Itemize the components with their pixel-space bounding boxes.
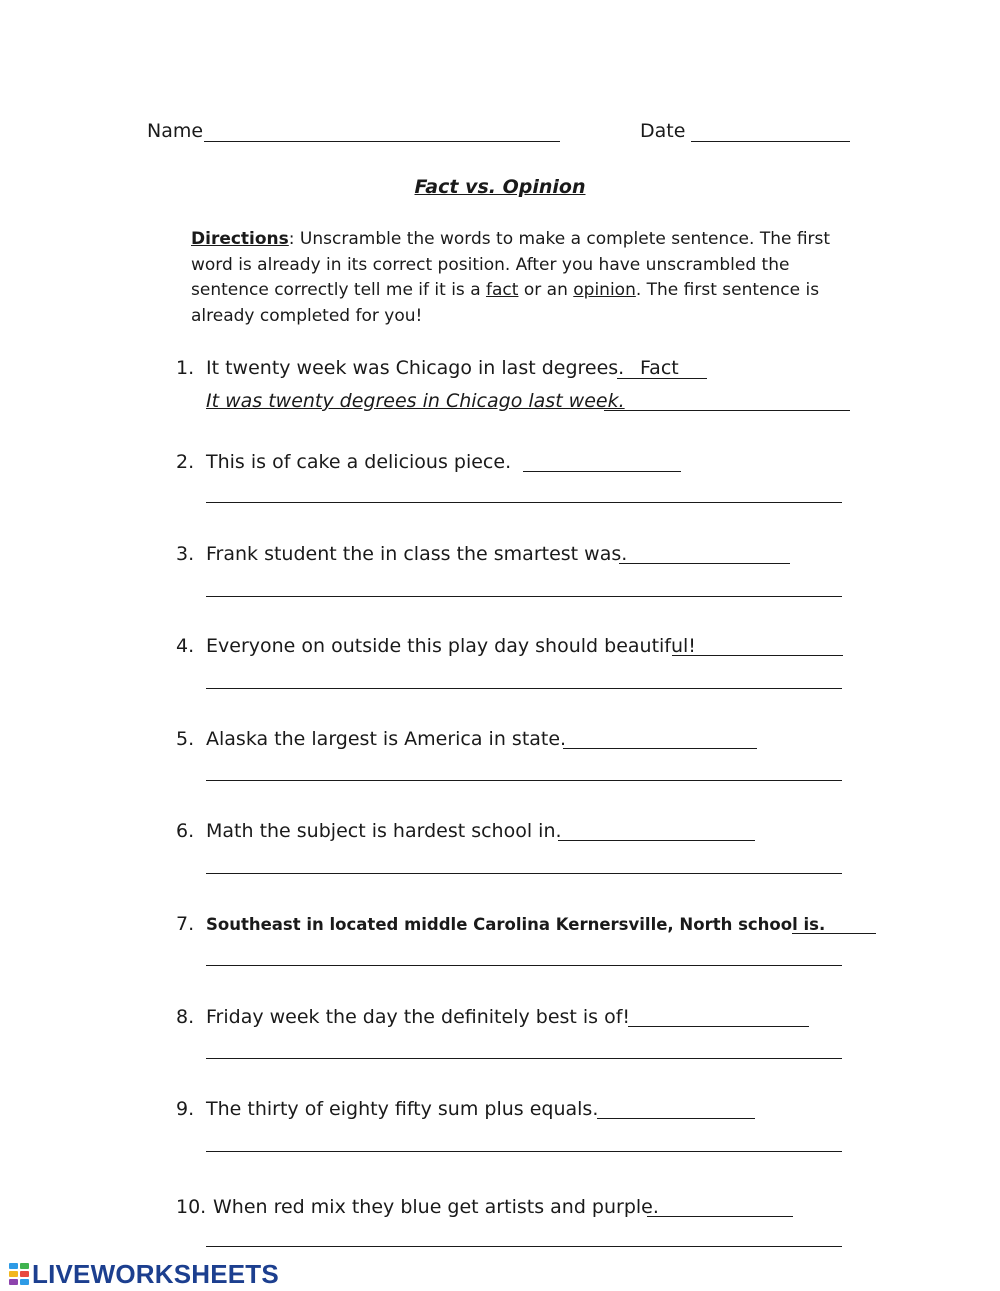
directions-fact-word: fact: [486, 280, 519, 300]
example-answer-label: Fact: [640, 357, 679, 379]
directions-label: Directions: [191, 229, 289, 249]
example-sentence-line: [604, 410, 850, 411]
example-scrambled-text: It twenty week was Chicago in last degrees.: [206, 357, 625, 379]
question-text: When red mix they blue get artists and purple.: [213, 1196, 659, 1218]
sentence-field[interactable]: [206, 873, 842, 874]
date-field[interactable]: [691, 141, 850, 142]
liveworksheets-logo: [8, 1259, 279, 1289]
question-number: 3.: [176, 543, 195, 565]
question-number: 2.: [176, 451, 195, 473]
directions-text-3: . The first sentence is already completed for you!: [191, 280, 820, 326]
sentence-field[interactable]: [206, 1151, 842, 1152]
question-text: Friday week the day the definitely best is of!: [206, 1006, 631, 1028]
directions-paragraph: [191, 227, 841, 329]
logo-text: LIVEWORKSHEETS: [32, 1258, 279, 1289]
sentence-field[interactable]: [206, 596, 842, 597]
fact-opinion-field[interactable]: [647, 1216, 793, 1217]
sentence-field[interactable]: [206, 688, 842, 689]
fact-opinion-field[interactable]: [558, 840, 755, 841]
example-answer-sentence: It was twenty degrees in Chicago last week.: [206, 390, 625, 412]
question-number: 9.: [176, 1098, 195, 1120]
directions-text-2: or an: [518, 280, 574, 300]
question-text: Frank student the in class the smartest was.: [206, 543, 628, 565]
page-title: Fact vs. Opinion: [414, 176, 586, 198]
fact-opinion-field[interactable]: [563, 748, 757, 749]
question-text: Southeast in located middle Carolina Kernersville, North school is.: [206, 915, 826, 934]
question-number: 7.: [176, 913, 195, 935]
logo-blocks-icon: [8, 1262, 30, 1286]
fact-opinion-field[interactable]: [672, 655, 843, 656]
sentence-field[interactable]: [206, 965, 842, 966]
example-number: 1.: [176, 357, 195, 379]
fact-opinion-field[interactable]: [619, 563, 790, 564]
question-number: 6.: [176, 820, 195, 842]
fact-opinion-field[interactable]: [792, 933, 876, 934]
question-number: 10.: [176, 1196, 207, 1218]
question-text: Alaska the largest is America in state.: [206, 728, 567, 750]
name-field[interactable]: [204, 141, 560, 142]
fact-opinion-field[interactable]: [523, 471, 681, 472]
sentence-field[interactable]: [206, 1246, 842, 1247]
question-number: 8.: [176, 1006, 195, 1028]
directions-text-1: : Unscramble the words to make a complete sentence. The first word is already in its correct position. After you have unscrambled the sentence correctly tell me if it is a: [191, 229, 831, 300]
question-text: Everyone on outside this play day should beautiful!: [206, 635, 696, 657]
directions-opinion-word: opinion: [573, 280, 636, 300]
question-text: Math the subject is hardest school in.: [206, 820, 562, 842]
sentence-field[interactable]: [206, 780, 842, 781]
question-text: This is of cake a delicious piece.: [206, 451, 512, 473]
date-label: Date: [640, 120, 686, 142]
sentence-field[interactable]: [206, 502, 842, 503]
question-number: 5.: [176, 728, 195, 750]
name-label: Name: [147, 120, 204, 142]
fact-opinion-field[interactable]: [628, 1026, 809, 1027]
question-number: 4.: [176, 635, 195, 657]
question-text: The thirty of eighty fifty sum plus equals.: [206, 1098, 599, 1120]
sentence-field[interactable]: [206, 1058, 842, 1059]
fact-opinion-field[interactable]: [597, 1118, 755, 1119]
